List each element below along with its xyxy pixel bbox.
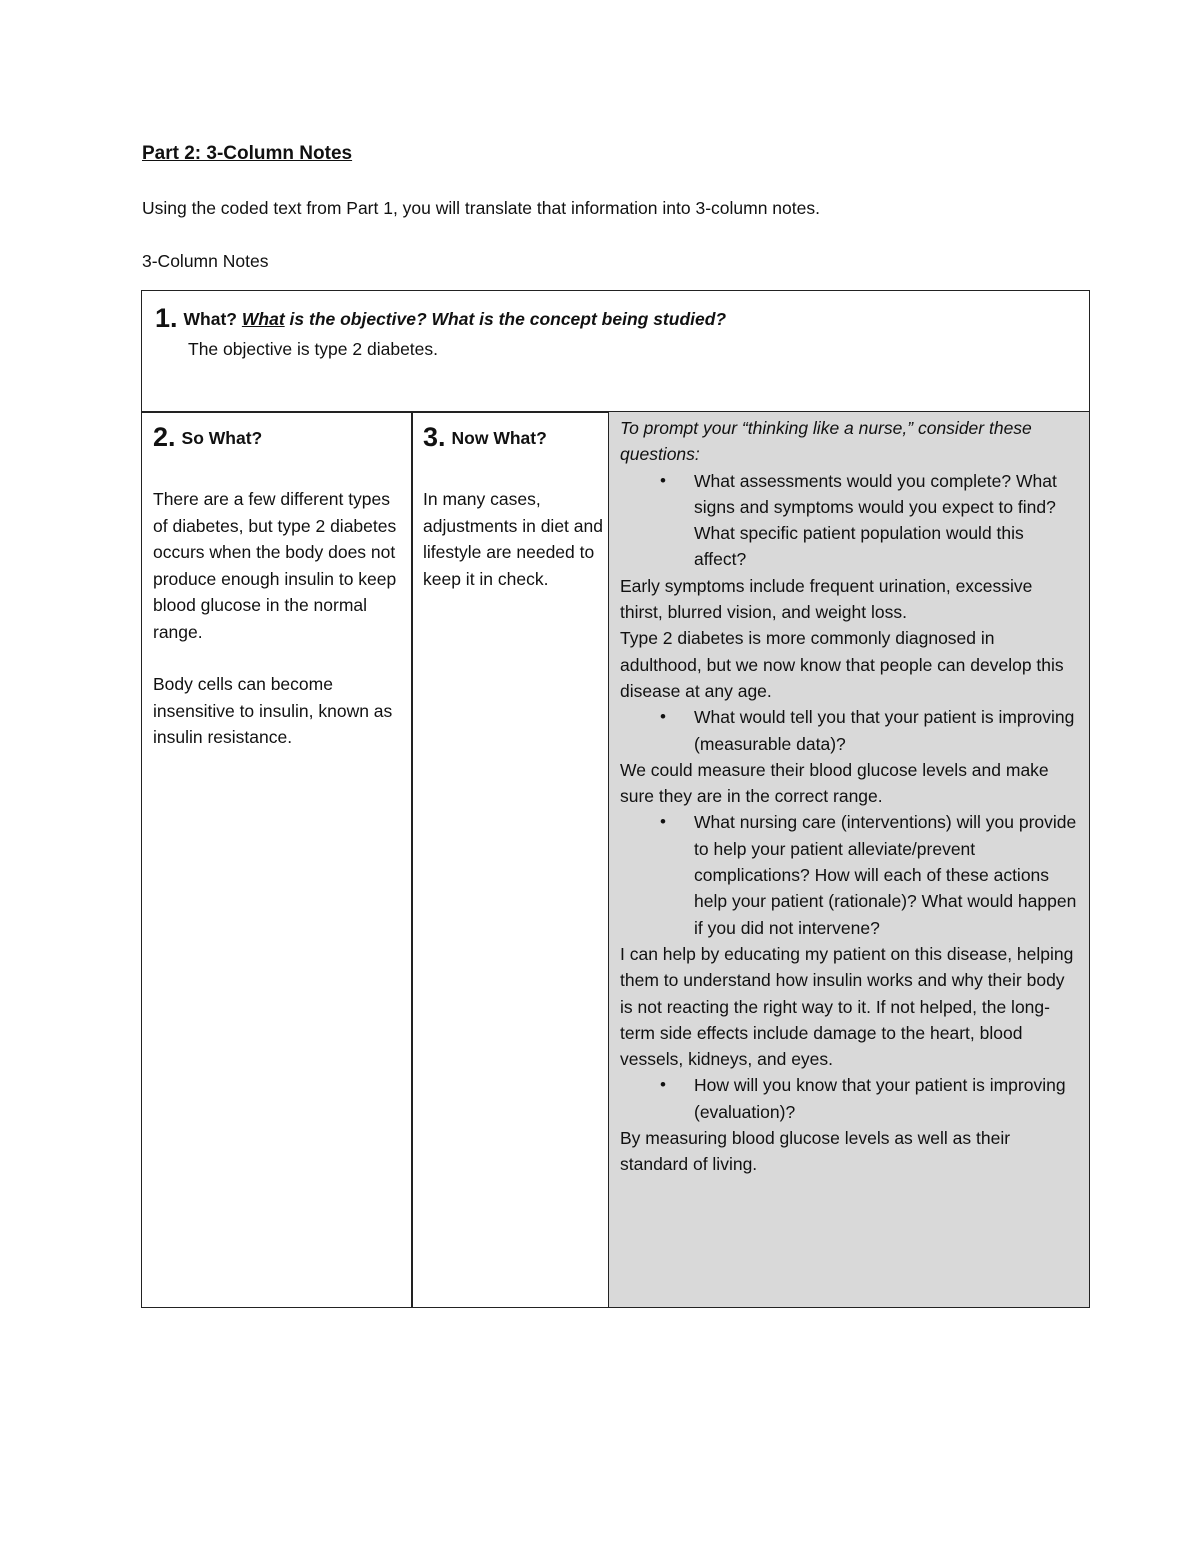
question-item: • How will you know that your patient is improving (evaluation)?	[694, 1072, 1078, 1125]
what-label: What?	[183, 309, 237, 329]
intro-text: Using the coded text from Part 1, you will translate that information into 3-column notes.	[142, 198, 820, 218]
answer-text: Early symptoms include frequent urination, excessive thirst, blurred vision, and weight loss.	[620, 575, 1033, 623]
what-number: 1.	[155, 303, 178, 333]
prompt-intro: To prompt your “thinking like a nurse,” consider these questions:	[620, 418, 1032, 465]
what-question	[155, 303, 726, 334]
now-what-column	[411, 411, 610, 1308]
so-what-paragraph: There are a few different types of diabetes, but type 2 diabetes occurs when the body does not produce enough insulin to keep blood glucose in the normal range.	[153, 489, 397, 642]
question-list	[620, 809, 1078, 940]
so-what-title: So What?	[181, 428, 263, 448]
answer-text: I can help by educating my patient on this disease, helping them to understand how insulin works and why their body is not reacting the right way to it. If not helped, the long-term side effects include damage to the heart, blood vessels, kidneys, and eyes.	[620, 943, 1074, 1070]
answer-text: By measuring blood glucose levels as well as their standard of living.	[620, 1128, 1011, 1175]
question-item: • What assessments would you complete? What signs and symptoms would you expect to find? What specific patient population would this affect?	[694, 468, 1078, 573]
question-list	[620, 1072, 1078, 1125]
page-heading: Part 2: 3-Column Notes	[142, 143, 353, 164]
question-list	[620, 468, 1078, 573]
question-list	[620, 704, 1078, 757]
now-what-header	[423, 422, 547, 453]
so-what-text	[153, 486, 405, 777]
nurse-prompt-content	[620, 415, 1078, 1178]
answer-text: Type 2 diabetes is more commonly diagnosed in adulthood, but we now know that people can develop this disease at any age.	[620, 628, 1064, 701]
what-underlined: What	[241, 309, 285, 329]
what-row	[141, 290, 1090, 413]
so-what-column	[141, 411, 413, 1308]
nurse-prompt-column	[608, 411, 1090, 1308]
so-what-header	[153, 422, 262, 453]
question-item: • What nursing care (interventions) will you provide to help your patient alleviate/prevent complications? How will each of these actions help your patient (rationale)? What would happen if you did not intervene?	[694, 809, 1078, 940]
what-answer: The objective is type 2 diabetes.	[188, 339, 439, 359]
what-question-text: is the objective? What is the concept being studied?	[289, 309, 727, 329]
now-what-paragraph: In many cases, adjustments in diet and lifestyle are needed to keep it in check.	[423, 489, 603, 589]
now-what-number: 3.	[423, 422, 446, 452]
now-what-title: Now What?	[451, 428, 547, 448]
notes-label: 3-Column Notes	[142, 251, 269, 271]
so-what-paragraph: Body cells can become insensitive to insulin, known as insulin resistance.	[153, 674, 393, 747]
so-what-number: 2.	[153, 422, 176, 452]
now-what-text	[423, 486, 603, 618]
question-item: • What would tell you that your patient is improving (measurable data)?	[694, 704, 1078, 757]
answer-text: We could measure their blood glucose levels and make sure they are in the correct range.	[620, 759, 1049, 807]
